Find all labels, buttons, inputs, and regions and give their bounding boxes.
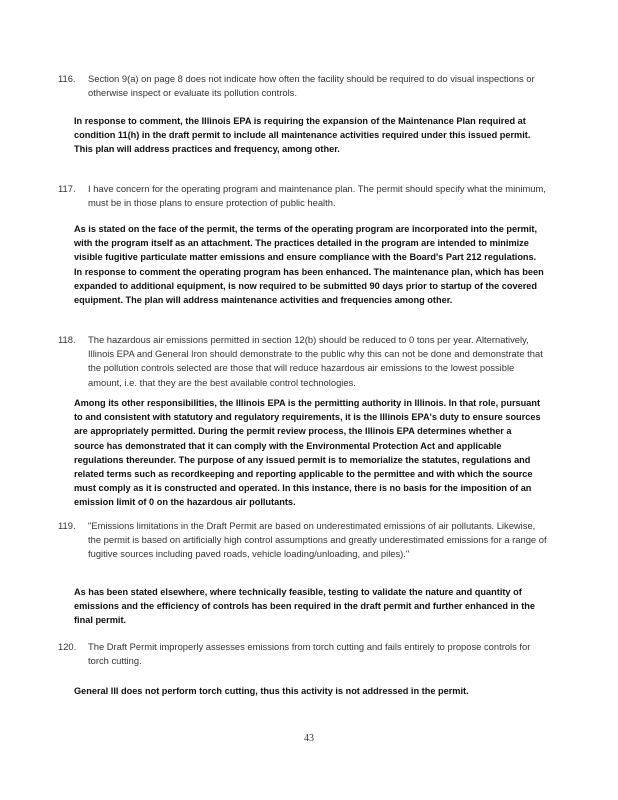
comment-number: 116. (58, 73, 76, 84)
comment-116 (58, 72, 548, 100)
response-116: In response to comment, the Illinois EPA is requiring the expansion of the Maintenance Plan required at condition 11(h) in the draft permit to include all maintenance activities required under this issued permit. This plan will address practices and frequency, among other. (74, 116, 531, 155)
comment-number: 118. (58, 334, 76, 345)
response-120: General III does not perform torch cutting, thus this activity is not addressed in the permit. (74, 686, 469, 696)
comment-text: The hazardous air emissions permitted in section 12(b) should be reduced to 0 tons per year. Alternatively, Illinois EPA and General Iron should demonstrate to the public why this can not be done and demonstrate that the pollution controls selected are those that will reduce hazardous air emissions to the lowest possible amount, i.e. that they are the best available control technologies. (88, 334, 543, 388)
comment-119 (58, 519, 548, 562)
comment-text: "Emissions limitations in the Draft Permit are based on underestimated emissions of air pollutants. Likewise, the permit is based on artificially high control assumptions and greatly underestimated emissions for a range of fugitive sources including paved roads, vehicle loading/unloading, and piles)." (88, 520, 547, 560)
comment-number: 119. (58, 520, 76, 531)
comment-118 (58, 333, 548, 390)
response-117: As is stated on the face of the permit, the terms of the operating program are incorporated into the permit, with the program itself as an attachment. The practices detailed in the program are intended to minimize visible fugitive particulate matter emissions and ensure compliance with the Board's Part 212 regulations. In response to comment the operating program has been enhanced. The maintenance plan, which has been expanded to additional equipment, is now required to be submitted 90 days prior to startup of the covered equipment. The plan will address maintenance activities and frequencies among other. (74, 224, 544, 306)
response-119: As has been stated elsewhere, where technically feasible, testing to validate the nature and quantity of emissions and the efficiency of controls has been required in the draft permit and further enhanced in the final permit. (74, 587, 535, 626)
response-118: Among its other responsibilities, the Illinois EPA is the permitting authority in Illinois. In that role, pursuant to and consistent with statutory and regulatory requirements, it is the Illinois EPA's duty to ensure sources are appropriately permitted. During the permit review process, the Illinois EPA determines whether a source has demonstrated that it can comply with the Environmental Protection Act and applicable regulations thereunder. The purpose of any issued permit is to memorialize the statutes, regulations and related terms such as recordkeeping and reporting applicable to the permittee and with which the source must comply as it is constructed and operated. In this instance, there is no basis for the imposition of an emission limit of 0 on the hazardous air pollutants. (74, 398, 541, 508)
comment-text: Section 9(a) on page 8 does not indicate how often the facility should be required to do visual inspections or otherwise inspect or evaluate its pollution controls. (88, 73, 535, 99)
page-number: 43 (304, 733, 314, 744)
comment-number: 120. (58, 641, 77, 652)
comment-117 (58, 182, 548, 210)
comment-text: The Draft Permit improperly assesses emissions from torch cutting and fails entirely to propose controls for torch cutting. (88, 641, 531, 667)
comment-text: I have concern for the operating program and maintenance plan. The permit should specify what the minimum, must be in those plans to ensure protection of public health. (88, 183, 546, 209)
comment-number: 117. (58, 183, 76, 194)
comment-120 (58, 640, 548, 668)
